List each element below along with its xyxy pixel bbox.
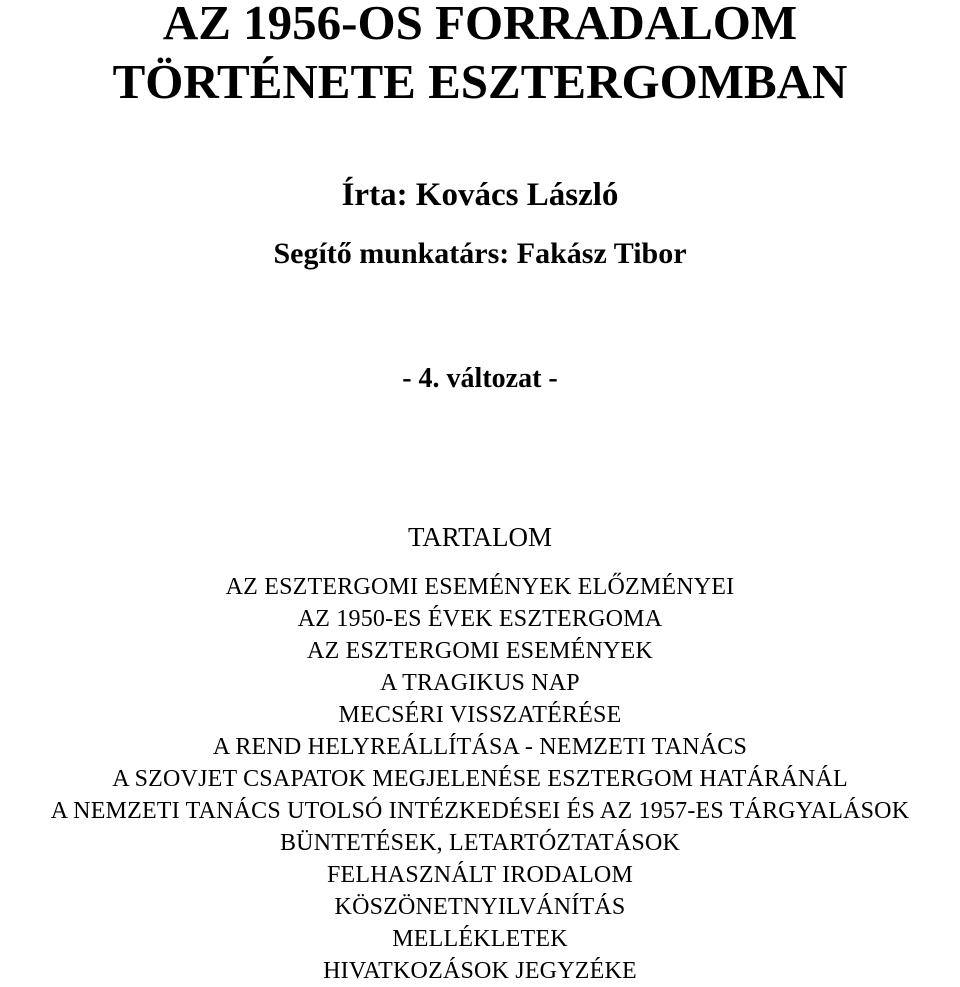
toc-item: KÖSZÖNETNYILVÁNÍTÁS xyxy=(334,894,626,920)
table-of-contents xyxy=(0,571,960,987)
toc-item: A SZOVJET CSAPATOK MEGJELENÉSE ESZTERGOM HATÁRÁNÁL xyxy=(112,766,848,792)
toc-item: MELLÉKLETEK xyxy=(392,926,568,952)
author-line: Írta: Kovács László xyxy=(341,177,619,213)
toc-heading: TARTALOM xyxy=(407,522,553,552)
toc-item: MECSÉRI VISSZATÉRÉSE xyxy=(338,702,622,728)
toc-item: BÜNTETÉSEK, LETARTÓZTATÁSOK xyxy=(279,830,681,856)
toc-item: HIVATKOZÁSOK JEGYZÉKE xyxy=(323,958,637,984)
toc-item: AZ ESZTERGOMI ESEMÉNYEK ELŐZMÉNYEI xyxy=(225,574,735,600)
helper-line: Segítő munkatárs: Fakász Tibor xyxy=(273,237,687,270)
toc-item: FELHASZNÁLT IRODALOM xyxy=(326,862,633,888)
version-line: - 4. változat - xyxy=(402,363,558,394)
toc-item: A TRAGIKUS NAP xyxy=(380,670,580,696)
toc-item: AZ ESZTERGOMI ESEMÉNYEK xyxy=(307,638,653,664)
toc-item: AZ 1950-ES ÉVEK ESZTERGOMA xyxy=(297,606,663,632)
document-title-line-2: TÖRTÉNETE ESZTERGOMBAN xyxy=(112,54,848,109)
document-title-line-1: AZ 1956-OS FORRADALOM xyxy=(162,0,798,50)
toc-item: A REND HELYREÁLLÍTÁSA - NEMZETI TANÁCS xyxy=(212,734,748,760)
toc-item: A NEMZETI TANÁCS UTOLSÓ INTÉZKEDÉSEI ÉS AZ 1957-ES TÁRGYALÁSOK xyxy=(50,798,910,824)
